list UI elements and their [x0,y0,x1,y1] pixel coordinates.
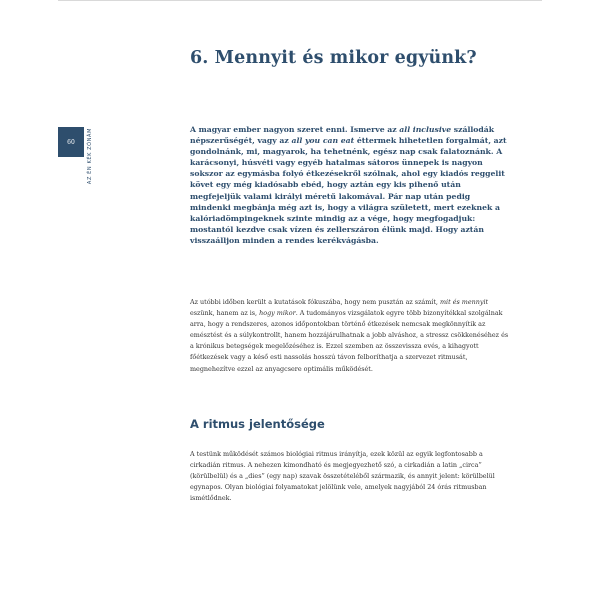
section-heading: A ritmus jelentősége [190,417,325,431]
body-text-1: Az utóbbi időben került a kutatások fókuszába, hogy nem pusztán az számít, [190,298,440,306]
lead-paragraph [190,124,512,246]
body-emphasis-1: mit és mennyit [439,298,489,306]
page-number: 60 [67,138,75,146]
lead-text-2: szállodák népszerűségét, vagy az [190,125,495,146]
body-paragraph [190,297,512,375]
section-paragraph: A testünk működését számos biológiai ritmus irányítja, ezek közül az egyik legfontosabb a cirkadián ritmus. A nehezen kimondható és megjegyezhető szó, a cirkadián a latin „circa” (körülbelül) és a „dies” (egy nap) szavak összetételéből származik, és annyit jelent: körülbelül egynapos. Olyan biológiai folyamatokat jelölünk vele, amelyek nagyjából 24 órás ritmusban ismétlődnek. [190,450,495,503]
body-text-2: eszünk, hanem az is, [190,309,260,318]
running-head: AZ ÉN KÉK ZÓNÁM [87,128,93,185]
page-number-tab [58,127,84,157]
lead-emphasis-1: all inclusive [399,125,452,134]
body-emphasis-2: hogy mikor [259,309,296,318]
chapter-title: 6. Mennyit és mikor együnk? [190,48,477,68]
body-text-3: . A tudományos vizsgálatok egyre több bizonyítékkal szolgálnak arra, hogy a rendszeres, azonos időpontokban történő étkezések nemcsak megkönnyítik az emésztést és a súlykontrollt, hanem hozzájárulhatnak a jobb alváshoz, a stressz csökkenéséhez és a krónikus betegségek megelőzéséhez is. Ezzel szemben az összevissza evés, a kihagyott főétkezések vagy a késő esti nassolás hosszú távon felboríthatja a szervezet ritmusát, megnehezítve ezzel az anyagcsere optimális működését. [190,309,509,373]
lead-emphasis-2: all you can eat [291,136,355,146]
lead-text-3: éttermek hihetetlen forgalmát, azt gondolnánk, mi, magyarok, ha tehetnénk, egész nap csak falatoznánk. A karácsonyi, húsvéti vagy egyéb hatalmas sátoros ünnepek is nagyon sokszor az egymásba folyó étkezésekről szólnak, ahol egy kiadós reggelit követ egy még kiadósabb ebéd, hogy aztán egy kis pihenő után megfejeljük valami királyi méretű lakomával. Pár nap után pedig mindenki megbánja még azt is, hogy a világra született, mert ezeknek a kalóriadömpingeknek szinte mindig az a vége, hogy megfogadjuk: mostantól kezdve csak vízen és zellerszáron élünk majd. Hogy aztán visszaálljon minden a rendes kerékvágásba. [190,136,507,245]
lead-text-1: A magyar ember nagyon szeret enni. Ismerve az [190,125,400,134]
